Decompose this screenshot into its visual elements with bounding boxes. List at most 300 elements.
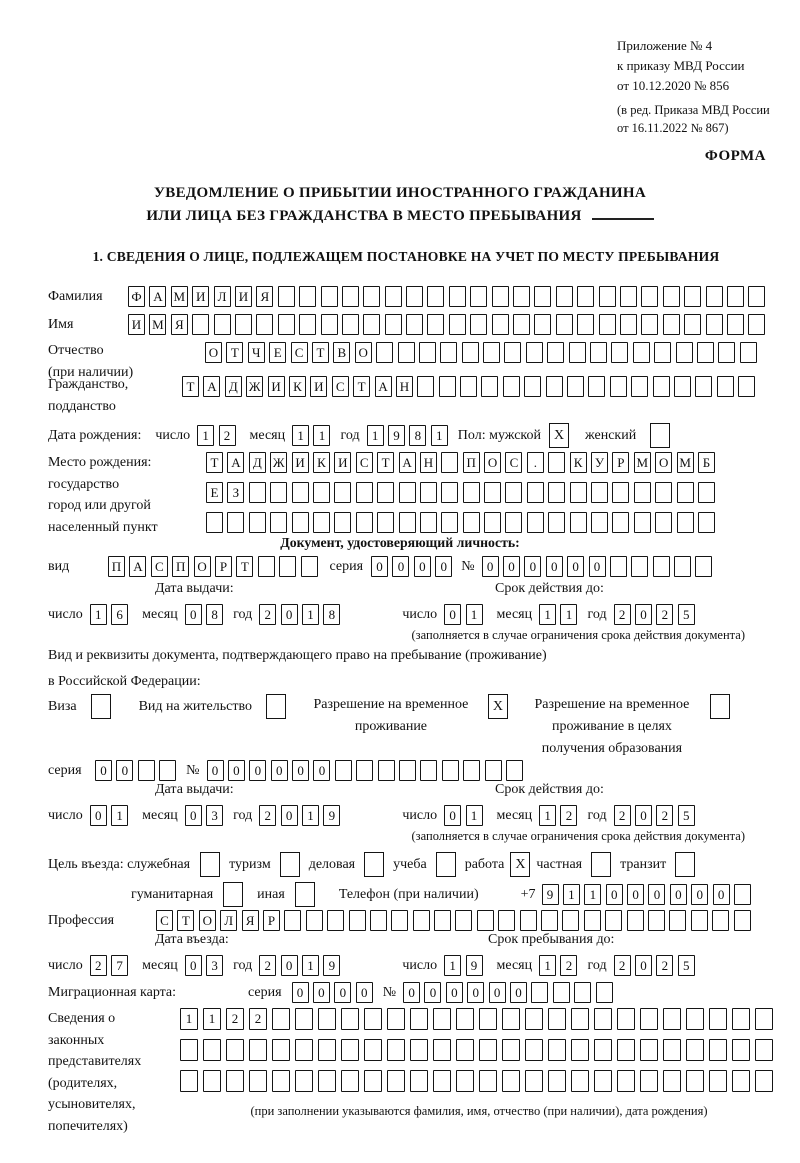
char-cell[interactable]: 1 <box>444 955 461 976</box>
char-cell[interactable] <box>612 512 629 533</box>
char-cell[interactable] <box>599 286 616 307</box>
char-cell[interactable]: 1 <box>539 955 556 976</box>
char-cell[interactable]: К <box>313 452 330 473</box>
char-cell[interactable] <box>505 512 522 533</box>
char-cell[interactable]: Т <box>377 452 394 473</box>
char-cell[interactable]: 2 <box>219 425 236 446</box>
char-cell[interactable] <box>674 376 691 397</box>
char-cell[interactable] <box>456 1008 474 1030</box>
char-cell[interactable]: И <box>128 314 145 335</box>
char-cell[interactable]: 1 <box>111 805 128 826</box>
char-cell[interactable] <box>631 556 648 577</box>
char-cell[interactable]: Л <box>214 286 231 307</box>
char-cell[interactable] <box>571 1008 589 1030</box>
purpose-other-checkbox[interactable] <box>295 882 315 907</box>
char-cell[interactable]: О <box>355 342 372 363</box>
char-cell[interactable] <box>463 482 480 503</box>
char-cell[interactable] <box>413 910 430 931</box>
char-cell[interactable] <box>226 1070 244 1092</box>
char-cell[interactable] <box>611 342 628 363</box>
char-cell[interactable]: М <box>171 286 188 307</box>
temp-residence-edu-checkbox[interactable] <box>710 694 730 719</box>
char-cell[interactable] <box>180 1070 198 1092</box>
char-cell[interactable] <box>569 342 586 363</box>
char-cell[interactable] <box>306 910 323 931</box>
char-cell[interactable]: 3 <box>206 955 223 976</box>
char-cell[interactable] <box>734 884 751 905</box>
char-cell[interactable] <box>655 512 672 533</box>
char-cell[interactable]: 1 <box>466 604 483 625</box>
char-cell[interactable]: 0 <box>691 884 708 905</box>
char-cell[interactable] <box>627 910 644 931</box>
char-cell[interactable]: З <box>227 482 244 503</box>
char-cell[interactable] <box>547 342 564 363</box>
char-cell[interactable] <box>588 376 605 397</box>
char-cell[interactable]: 0 <box>627 884 644 905</box>
char-cell[interactable] <box>648 910 665 931</box>
char-cell[interactable]: 0 <box>635 955 652 976</box>
char-cell[interactable] <box>159 760 176 781</box>
char-cell[interactable]: 0 <box>90 805 107 826</box>
char-cell[interactable] <box>504 342 521 363</box>
char-cell[interactable]: 2 <box>249 1008 267 1030</box>
char-cell[interactable]: С <box>151 556 168 577</box>
char-cell[interactable]: 2 <box>259 955 276 976</box>
char-cell[interactable] <box>192 314 209 335</box>
char-cell[interactable]: К <box>289 376 306 397</box>
char-cell[interactable]: 0 <box>281 955 298 976</box>
char-cell[interactable]: Н <box>420 452 437 473</box>
char-cell[interactable] <box>318 1008 336 1030</box>
char-cell[interactable] <box>356 760 373 781</box>
char-cell[interactable]: М <box>149 314 166 335</box>
char-cell[interactable] <box>364 1070 382 1092</box>
char-cell[interactable]: 2 <box>560 955 577 976</box>
char-cell[interactable]: 1 <box>302 805 319 826</box>
char-cell[interactable]: 0 <box>292 982 309 1003</box>
char-cell[interactable] <box>249 512 266 533</box>
char-cell[interactable] <box>214 314 231 335</box>
char-cell[interactable] <box>513 286 530 307</box>
char-cell[interactable] <box>406 314 423 335</box>
char-cell[interactable]: И <box>235 286 252 307</box>
char-cell[interactable] <box>755 1039 773 1061</box>
char-cell[interactable] <box>531 982 548 1003</box>
char-cell[interactable]: 2 <box>614 604 631 625</box>
char-cell[interactable] <box>484 482 501 503</box>
char-cell[interactable]: 0 <box>95 760 112 781</box>
char-cell[interactable] <box>594 1039 612 1061</box>
char-cell[interactable] <box>272 1008 290 1030</box>
char-cell[interactable] <box>385 314 402 335</box>
char-cell[interactable] <box>755 1008 773 1030</box>
char-cell[interactable] <box>525 1039 543 1061</box>
char-cell[interactable]: В <box>333 342 350 363</box>
char-cell[interactable]: 5 <box>678 805 695 826</box>
char-cell[interactable] <box>591 482 608 503</box>
char-cell[interactable] <box>249 1070 267 1092</box>
char-cell[interactable] <box>727 286 744 307</box>
char-cell[interactable] <box>513 314 530 335</box>
char-cell[interactable] <box>594 1008 612 1030</box>
char-cell[interactable] <box>321 314 338 335</box>
sex-female-checkbox[interactable] <box>650 423 670 448</box>
char-cell[interactable]: Ж <box>270 452 287 473</box>
char-cell[interactable] <box>483 342 500 363</box>
char-cell[interactable] <box>327 910 344 931</box>
char-cell[interactable] <box>479 1070 497 1092</box>
char-cell[interactable]: 0 <box>271 760 288 781</box>
char-cell[interactable]: О <box>205 342 222 363</box>
char-cell[interactable] <box>278 314 295 335</box>
char-cell[interactable] <box>732 1008 750 1030</box>
char-cell[interactable]: 2 <box>560 805 577 826</box>
char-cell[interactable]: А <box>399 452 416 473</box>
char-cell[interactable]: 8 <box>409 425 426 446</box>
char-cell[interactable] <box>420 482 437 503</box>
char-cell[interactable]: Т <box>177 910 194 931</box>
char-cell[interactable] <box>596 982 613 1003</box>
char-cell[interactable] <box>138 760 155 781</box>
char-cell[interactable] <box>686 1008 704 1030</box>
char-cell[interactable]: 0 <box>424 982 441 1003</box>
char-cell[interactable]: 1 <box>203 1008 221 1030</box>
char-cell[interactable] <box>620 314 637 335</box>
char-cell[interactable]: 2 <box>614 805 631 826</box>
visa-checkbox[interactable] <box>91 694 111 719</box>
char-cell[interactable]: 0 <box>444 805 461 826</box>
char-cell[interactable] <box>712 910 729 931</box>
char-cell[interactable] <box>363 286 380 307</box>
char-cell[interactable] <box>441 512 458 533</box>
char-cell[interactable] <box>717 376 734 397</box>
char-cell[interactable]: 0 <box>292 760 309 781</box>
char-cell[interactable] <box>299 314 316 335</box>
char-cell[interactable] <box>541 910 558 931</box>
char-cell[interactable] <box>676 342 693 363</box>
char-cell[interactable] <box>492 314 509 335</box>
char-cell[interactable]: 0 <box>546 556 563 577</box>
char-cell[interactable] <box>258 556 275 577</box>
char-cell[interactable] <box>546 376 563 397</box>
purpose-study-checkbox[interactable] <box>436 852 456 877</box>
char-cell[interactable]: 9 <box>466 955 483 976</box>
char-cell[interactable]: 0 <box>356 982 373 1003</box>
char-cell[interactable]: И <box>192 286 209 307</box>
char-cell[interactable]: Е <box>269 342 286 363</box>
char-cell[interactable] <box>295 1070 313 1092</box>
char-cell[interactable]: 1 <box>560 604 577 625</box>
char-cell[interactable] <box>548 1070 566 1092</box>
char-cell[interactable]: 0 <box>510 982 527 1003</box>
char-cell[interactable]: 1 <box>180 1008 198 1030</box>
char-cell[interactable] <box>686 1039 704 1061</box>
purpose-humanitarian-checkbox[interactable] <box>223 882 243 907</box>
char-cell[interactable] <box>570 512 587 533</box>
char-cell[interactable] <box>520 910 537 931</box>
char-cell[interactable] <box>284 910 301 931</box>
char-cell[interactable] <box>440 342 457 363</box>
char-cell[interactable] <box>462 342 479 363</box>
char-cell[interactable]: 5 <box>678 955 695 976</box>
char-cell[interactable] <box>620 286 637 307</box>
char-cell[interactable] <box>318 1070 336 1092</box>
char-cell[interactable]: Т <box>182 376 199 397</box>
char-cell[interactable] <box>419 342 436 363</box>
char-cell[interactable] <box>738 376 755 397</box>
char-cell[interactable] <box>206 512 223 533</box>
char-cell[interactable] <box>718 342 735 363</box>
char-cell[interactable] <box>441 482 458 503</box>
char-cell[interactable] <box>249 1039 267 1061</box>
char-cell[interactable] <box>684 286 701 307</box>
char-cell[interactable] <box>677 482 694 503</box>
char-cell[interactable] <box>584 910 601 931</box>
char-cell[interactable] <box>299 286 316 307</box>
char-cell[interactable] <box>301 556 318 577</box>
char-cell[interactable] <box>610 376 627 397</box>
char-cell[interactable] <box>524 376 541 397</box>
char-cell[interactable]: С <box>291 342 308 363</box>
char-cell[interactable] <box>226 1039 244 1061</box>
char-cell[interactable] <box>548 482 565 503</box>
char-cell[interactable] <box>356 512 373 533</box>
char-cell[interactable] <box>334 512 351 533</box>
char-cell[interactable] <box>591 512 608 533</box>
char-cell[interactable] <box>313 512 330 533</box>
char-cell[interactable] <box>709 1008 727 1030</box>
char-cell[interactable] <box>594 1070 612 1092</box>
char-cell[interactable] <box>399 482 416 503</box>
char-cell[interactable] <box>456 1070 474 1092</box>
char-cell[interactable] <box>695 376 712 397</box>
char-cell[interactable] <box>640 1008 658 1030</box>
char-cell[interactable]: А <box>149 286 166 307</box>
char-cell[interactable] <box>256 314 273 335</box>
char-cell[interactable] <box>653 376 670 397</box>
char-cell[interactable] <box>481 376 498 397</box>
char-cell[interactable]: 0 <box>635 604 652 625</box>
char-cell[interactable] <box>460 376 477 397</box>
char-cell[interactable] <box>709 1039 727 1061</box>
char-cell[interactable] <box>356 482 373 503</box>
char-cell[interactable]: 2 <box>226 1008 244 1030</box>
char-cell[interactable]: Е <box>206 482 223 503</box>
char-cell[interactable] <box>654 342 671 363</box>
char-cell[interactable]: О <box>655 452 672 473</box>
char-cell[interactable] <box>617 1070 635 1092</box>
char-cell[interactable] <box>180 1039 198 1061</box>
char-cell[interactable] <box>203 1070 221 1092</box>
char-cell[interactable]: А <box>375 376 392 397</box>
char-cell[interactable]: А <box>203 376 220 397</box>
char-cell[interactable] <box>571 1070 589 1092</box>
char-cell[interactable] <box>313 482 330 503</box>
char-cell[interactable]: И <box>292 452 309 473</box>
char-cell[interactable] <box>456 1039 474 1061</box>
char-cell[interactable]: 0 <box>116 760 133 781</box>
char-cell[interactable] <box>387 1008 405 1030</box>
char-cell[interactable] <box>617 1008 635 1030</box>
char-cell[interactable] <box>527 512 544 533</box>
purpose-official-checkbox[interactable] <box>200 852 220 877</box>
char-cell[interactable]: 2 <box>90 955 107 976</box>
char-cell[interactable]: 0 <box>313 982 330 1003</box>
char-cell[interactable]: П <box>172 556 189 577</box>
char-cell[interactable] <box>470 286 487 307</box>
char-cell[interactable] <box>534 314 551 335</box>
char-cell[interactable]: 7 <box>111 955 128 976</box>
char-cell[interactable]: П <box>463 452 480 473</box>
residence-permit-checkbox[interactable] <box>266 694 286 719</box>
char-cell[interactable] <box>663 314 680 335</box>
char-cell[interactable]: 1 <box>539 805 556 826</box>
char-cell[interactable] <box>740 342 757 363</box>
char-cell[interactable] <box>640 1070 658 1092</box>
char-cell[interactable]: 1 <box>313 425 330 446</box>
char-cell[interactable] <box>410 1008 428 1030</box>
char-cell[interactable] <box>387 1070 405 1092</box>
char-cell[interactable] <box>502 1039 520 1061</box>
char-cell[interactable]: 1 <box>367 425 384 446</box>
char-cell[interactable]: И <box>268 376 285 397</box>
char-cell[interactable] <box>420 760 437 781</box>
char-cell[interactable] <box>342 286 359 307</box>
char-cell[interactable] <box>525 1070 543 1092</box>
purpose-tourism-checkbox[interactable] <box>280 852 300 877</box>
char-cell[interactable] <box>441 452 458 473</box>
char-cell[interactable]: 0 <box>444 604 461 625</box>
char-cell[interactable] <box>387 1039 405 1061</box>
char-cell[interactable]: К <box>570 452 587 473</box>
char-cell[interactable]: Т <box>226 342 243 363</box>
char-cell[interactable]: 1 <box>539 604 556 625</box>
char-cell[interactable] <box>534 286 551 307</box>
char-cell[interactable]: 0 <box>281 805 298 826</box>
char-cell[interactable] <box>698 482 715 503</box>
char-cell[interactable] <box>697 342 714 363</box>
char-cell[interactable]: У <box>591 452 608 473</box>
char-cell[interactable]: 0 <box>185 805 202 826</box>
char-cell[interactable] <box>674 556 691 577</box>
char-cell[interactable] <box>349 910 366 931</box>
char-cell[interactable] <box>548 1039 566 1061</box>
char-cell[interactable]: Р <box>612 452 629 473</box>
char-cell[interactable] <box>562 910 579 931</box>
char-cell[interactable] <box>427 314 444 335</box>
char-cell[interactable] <box>567 376 584 397</box>
char-cell[interactable]: Р <box>215 556 232 577</box>
char-cell[interactable]: Д <box>225 376 242 397</box>
char-cell[interactable] <box>378 760 395 781</box>
char-cell[interactable] <box>227 512 244 533</box>
char-cell[interactable] <box>492 286 509 307</box>
char-cell[interactable]: 1 <box>584 884 601 905</box>
char-cell[interactable]: 8 <box>323 604 340 625</box>
char-cell[interactable] <box>295 1008 313 1030</box>
char-cell[interactable]: 0 <box>489 982 506 1003</box>
char-cell[interactable]: 0 <box>467 982 484 1003</box>
char-cell[interactable]: 2 <box>259 604 276 625</box>
char-cell[interactable]: 0 <box>435 556 452 577</box>
char-cell[interactable] <box>249 482 266 503</box>
char-cell[interactable] <box>709 1070 727 1092</box>
char-cell[interactable]: Т <box>206 452 223 473</box>
char-cell[interactable] <box>278 286 295 307</box>
purpose-business-checkbox[interactable] <box>364 852 384 877</box>
char-cell[interactable] <box>695 556 712 577</box>
char-cell[interactable] <box>655 482 672 503</box>
char-cell[interactable] <box>634 512 651 533</box>
char-cell[interactable] <box>377 482 394 503</box>
char-cell[interactable]: 0 <box>648 884 665 905</box>
char-cell[interactable] <box>272 1070 290 1092</box>
char-cell[interactable] <box>748 314 765 335</box>
char-cell[interactable]: 0 <box>403 982 420 1003</box>
char-cell[interactable] <box>571 1039 589 1061</box>
char-cell[interactable]: 0 <box>589 556 606 577</box>
char-cell[interactable] <box>727 314 744 335</box>
temp-residence-checkbox[interactable]: X <box>488 694 508 719</box>
char-cell[interactable] <box>691 910 708 931</box>
char-cell[interactable]: 0 <box>249 760 266 781</box>
char-cell[interactable]: 0 <box>207 760 224 781</box>
char-cell[interactable] <box>410 1070 428 1092</box>
char-cell[interactable] <box>410 1039 428 1061</box>
char-cell[interactable] <box>439 376 456 397</box>
char-cell[interactable] <box>341 1008 359 1030</box>
char-cell[interactable]: 1 <box>197 425 214 446</box>
char-cell[interactable] <box>502 1070 520 1092</box>
char-cell[interactable]: 1 <box>302 955 319 976</box>
char-cell[interactable]: 0 <box>313 760 330 781</box>
char-cell[interactable] <box>577 314 594 335</box>
char-cell[interactable]: 0 <box>414 556 431 577</box>
char-cell[interactable] <box>364 1008 382 1030</box>
purpose-transit-checkbox[interactable] <box>675 852 695 877</box>
char-cell[interactable] <box>548 452 565 473</box>
char-cell[interactable] <box>385 286 402 307</box>
char-cell[interactable]: П <box>108 556 125 577</box>
char-cell[interactable] <box>427 286 444 307</box>
char-cell[interactable]: 0 <box>185 604 202 625</box>
char-cell[interactable] <box>341 1039 359 1061</box>
char-cell[interactable]: 0 <box>713 884 730 905</box>
char-cell[interactable]: И <box>334 452 351 473</box>
char-cell[interactable]: А <box>227 452 244 473</box>
char-cell[interactable]: 1 <box>302 604 319 625</box>
char-cell[interactable]: 0 <box>334 982 351 1003</box>
char-cell[interactable] <box>732 1070 750 1092</box>
char-cell[interactable] <box>553 982 570 1003</box>
char-cell[interactable] <box>706 314 723 335</box>
char-cell[interactable]: 1 <box>466 805 483 826</box>
char-cell[interactable]: Ж <box>246 376 263 397</box>
char-cell[interactable] <box>203 1039 221 1061</box>
char-cell[interactable] <box>548 512 565 533</box>
char-cell[interactable] <box>505 482 522 503</box>
char-cell[interactable] <box>463 760 480 781</box>
char-cell[interactable]: А <box>129 556 146 577</box>
char-cell[interactable] <box>755 1070 773 1092</box>
char-cell[interactable]: Р <box>263 910 280 931</box>
char-cell[interactable] <box>391 910 408 931</box>
char-cell[interactable] <box>527 482 544 503</box>
char-cell[interactable] <box>502 1008 520 1030</box>
char-cell[interactable]: С <box>505 452 522 473</box>
char-cell[interactable] <box>477 910 494 931</box>
char-cell[interactable] <box>484 512 501 533</box>
